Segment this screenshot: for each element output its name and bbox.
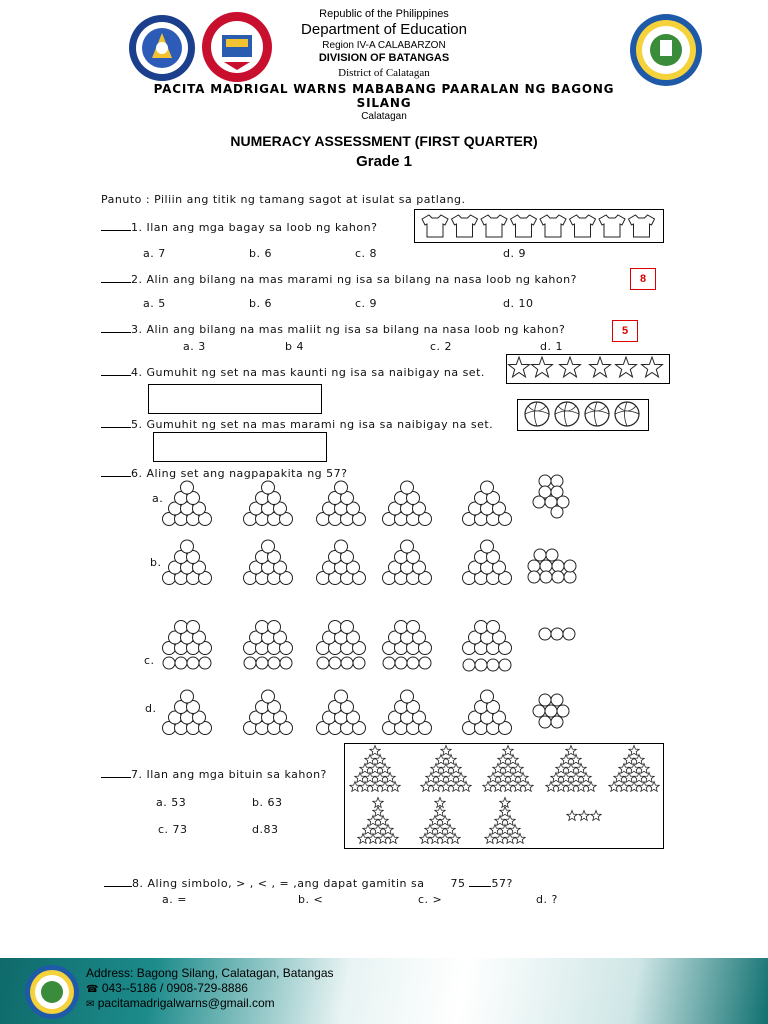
star-icon xyxy=(421,782,431,792)
star-icon xyxy=(490,825,500,835)
q8-option-c: c. > xyxy=(418,893,443,906)
star-icon xyxy=(639,782,649,792)
star-icon xyxy=(566,764,576,774)
district-label: District of Calatagan xyxy=(338,67,430,79)
star-icon xyxy=(430,816,440,826)
star-icon xyxy=(493,764,503,774)
star-icon xyxy=(500,825,510,835)
star-icon xyxy=(576,764,586,774)
star-icon xyxy=(370,782,380,792)
assessment-title: NUMERACY ASSESSMENT (FIRST QUARTER) xyxy=(230,133,538,149)
star-icon xyxy=(426,773,436,783)
star-icon xyxy=(445,825,455,835)
q7-option-d: d.83 xyxy=(252,823,279,836)
star-icon xyxy=(634,755,644,765)
footer-email xyxy=(86,996,275,1010)
star-icon xyxy=(581,773,591,783)
star-icon xyxy=(451,782,461,792)
q3-option-d: d. 1 xyxy=(540,340,563,353)
star-icon xyxy=(363,825,373,835)
star-icon xyxy=(634,773,644,783)
grade-label: Grade 1 xyxy=(356,153,412,170)
star-icon xyxy=(431,782,441,792)
q8-right-number: 57? xyxy=(491,877,513,890)
star-icon xyxy=(358,834,368,844)
star-icon xyxy=(629,764,639,774)
school-name-line2: SILANG xyxy=(356,96,412,110)
q1-option-d: d. 9 xyxy=(503,247,526,260)
star-icon xyxy=(629,746,639,756)
star-icon xyxy=(515,834,525,844)
star-icon xyxy=(523,782,533,792)
star-icon xyxy=(446,773,456,783)
q1-option-b: b. 6 xyxy=(249,247,272,260)
q1-option-c: c. 8 xyxy=(355,247,378,260)
question-1-text: 1. Ilan ang mga bagay sa loob ng kahon? xyxy=(131,221,378,234)
star-icon xyxy=(378,834,388,844)
star-icon xyxy=(546,782,556,792)
star-icon xyxy=(360,764,370,774)
q2-option-a: a. 5 xyxy=(143,297,166,310)
star-icon xyxy=(375,755,385,765)
q7-option-a: a. 53 xyxy=(156,796,187,809)
star-icon xyxy=(493,782,503,792)
star-icon xyxy=(579,811,589,821)
q3-option-c: c. 2 xyxy=(430,340,453,353)
footer-address: Address: Bagong Silang, Calatagan, Batangas xyxy=(86,966,334,980)
q2-option-c: c. 9 xyxy=(355,297,378,310)
star-icon xyxy=(488,773,498,783)
star-icon xyxy=(440,816,450,826)
star-icon xyxy=(503,764,513,774)
star-icon xyxy=(624,755,634,765)
star-icon xyxy=(355,773,365,783)
star-icon xyxy=(430,834,440,844)
question-3-text: 3. Alin ang bilang na mas maliit ng isa sa bilang na nasa loob ng kahon? xyxy=(131,323,566,336)
question-5-text: 5. Gumuhit ng set na mas marami ng isa sa naibigay na set. xyxy=(131,418,494,431)
star-icon xyxy=(380,782,390,792)
star-icon xyxy=(495,816,505,826)
star-icon xyxy=(505,816,515,826)
question-8 xyxy=(104,877,513,890)
star-icon xyxy=(561,773,571,783)
question-4-text: 4. Gumuhit ng set na mas kaunti ng isa sa naibigay na set. xyxy=(131,366,485,379)
star-icon xyxy=(368,816,378,826)
star-icon xyxy=(498,773,508,783)
star-icon xyxy=(566,746,576,756)
email-icon: ✉ xyxy=(86,999,95,1010)
star-icon xyxy=(383,825,393,835)
star-icon xyxy=(508,773,518,783)
star-icon xyxy=(446,755,456,765)
star-icon xyxy=(614,773,624,783)
q8-option-b: b. < xyxy=(298,893,324,906)
star-icon xyxy=(420,834,430,844)
instructions: Panuto : Piliin ang titik ng tamang sagot at isulat sa patlang. xyxy=(101,193,466,206)
star-icon xyxy=(551,773,561,783)
star-icon xyxy=(440,834,450,844)
question-6-text: 6. Aling set ang nagpapakita ng 57? xyxy=(131,467,348,480)
q1-option-a: a. 7 xyxy=(143,247,166,260)
star-icon xyxy=(378,816,388,826)
star-icon xyxy=(513,764,523,774)
phone-icon: ☎ xyxy=(86,984,99,995)
star-icon xyxy=(350,782,360,792)
q2-option-d: d. 10 xyxy=(503,297,534,310)
star-icon xyxy=(375,773,385,783)
division-label: DIVISION OF BATANGAS xyxy=(318,52,450,64)
star-icon xyxy=(485,834,495,844)
star-icon xyxy=(567,811,577,821)
star-icon xyxy=(495,834,505,844)
q8-option-d: d. ? xyxy=(536,893,558,906)
star-icon xyxy=(629,782,639,792)
star-icon xyxy=(441,782,451,792)
q6-option-d: d. xyxy=(145,702,157,715)
star-icon xyxy=(644,773,654,783)
star-icon xyxy=(390,782,400,792)
q6-option-b: b. xyxy=(150,556,162,569)
footer-phone xyxy=(86,981,248,995)
star-icon xyxy=(609,782,619,792)
star-icon xyxy=(368,834,378,844)
star-icon xyxy=(498,755,508,765)
star-icon xyxy=(513,782,523,792)
q3-option-a: a. 3 xyxy=(183,340,206,353)
question-8-text: 8. Aling simbolo, > , < , = ,ang dapat gamitin sa xyxy=(132,877,425,890)
star-icon xyxy=(450,834,460,844)
star-icon xyxy=(556,764,566,774)
star-icon xyxy=(619,764,629,774)
q8-left-number: 75 xyxy=(450,877,466,890)
footer-email-text: pacitamadrigalwarns@gmail.com xyxy=(97,996,275,1010)
star-icon xyxy=(425,825,435,835)
q8-option-a: a. = xyxy=(162,893,187,906)
school-name-line1: PACITA MADRIGAL WARNS MABABANG PAARALAN NG BAGONG xyxy=(153,82,615,96)
q7-option-b: b. 63 xyxy=(252,796,283,809)
q2-boxed-number: 8 xyxy=(630,268,656,290)
star-icon xyxy=(591,811,601,821)
star-icon xyxy=(619,782,629,792)
star-icon xyxy=(441,746,451,756)
star-icon xyxy=(571,755,581,765)
star-icon xyxy=(461,782,471,792)
star-icon xyxy=(518,773,528,783)
q6-option-c: c. xyxy=(144,654,155,667)
question-2-text: 2. Alin ang bilang na mas marami ng isa sa bilang na nasa loob ng kahon? xyxy=(131,273,577,286)
department-label: Department of Education xyxy=(301,21,467,38)
star-icon xyxy=(456,773,466,783)
star-icon xyxy=(360,782,370,792)
star-icon xyxy=(388,834,398,844)
star-icon xyxy=(370,746,380,756)
star-icon xyxy=(380,764,390,774)
answer-blank-8[interactable] xyxy=(104,886,132,887)
region-label: Region IV-A CALABARZON xyxy=(322,40,446,51)
question-7-text: 7. Ilan ang mga bituin sa kahon? xyxy=(131,768,327,781)
star-icon xyxy=(503,782,513,792)
q6-option-a: a. xyxy=(152,492,164,505)
star-icon xyxy=(566,782,576,792)
star-icon xyxy=(451,764,461,774)
star-icon xyxy=(431,764,441,774)
q3-option-b: b 4 xyxy=(285,340,304,353)
star-icon xyxy=(510,825,520,835)
star-icon xyxy=(365,773,375,783)
star-icon xyxy=(373,825,383,835)
q8-symbol-blank[interactable] xyxy=(469,886,491,887)
star-icon xyxy=(649,782,659,792)
star-icon xyxy=(505,834,515,844)
star-icon xyxy=(639,764,649,774)
star-icon xyxy=(365,755,375,765)
star-icon xyxy=(441,764,451,774)
star-icon xyxy=(508,755,518,765)
star-icon xyxy=(586,782,596,792)
star-icon xyxy=(576,782,586,792)
star-icon xyxy=(561,755,571,765)
q7-option-c: c. 73 xyxy=(158,823,188,836)
star-icon xyxy=(385,773,395,783)
star-icon xyxy=(483,782,493,792)
star-icon xyxy=(370,764,380,774)
star-icon xyxy=(436,755,446,765)
star-icon xyxy=(435,825,445,835)
footer-phone-text: 043--5186 / 0908-729-8886 xyxy=(101,981,248,995)
star-icon xyxy=(556,782,566,792)
star-icon xyxy=(503,746,513,756)
footer-school-logo xyxy=(24,964,80,1020)
q2-option-b: b. 6 xyxy=(249,297,272,310)
star-icon xyxy=(436,773,446,783)
town-label: Calatagan xyxy=(361,111,407,121)
star-icon xyxy=(624,773,634,783)
q3-boxed-number: 5 xyxy=(612,320,638,342)
republic-label: Republic of the Philippines xyxy=(319,8,449,20)
star-icon xyxy=(571,773,581,783)
